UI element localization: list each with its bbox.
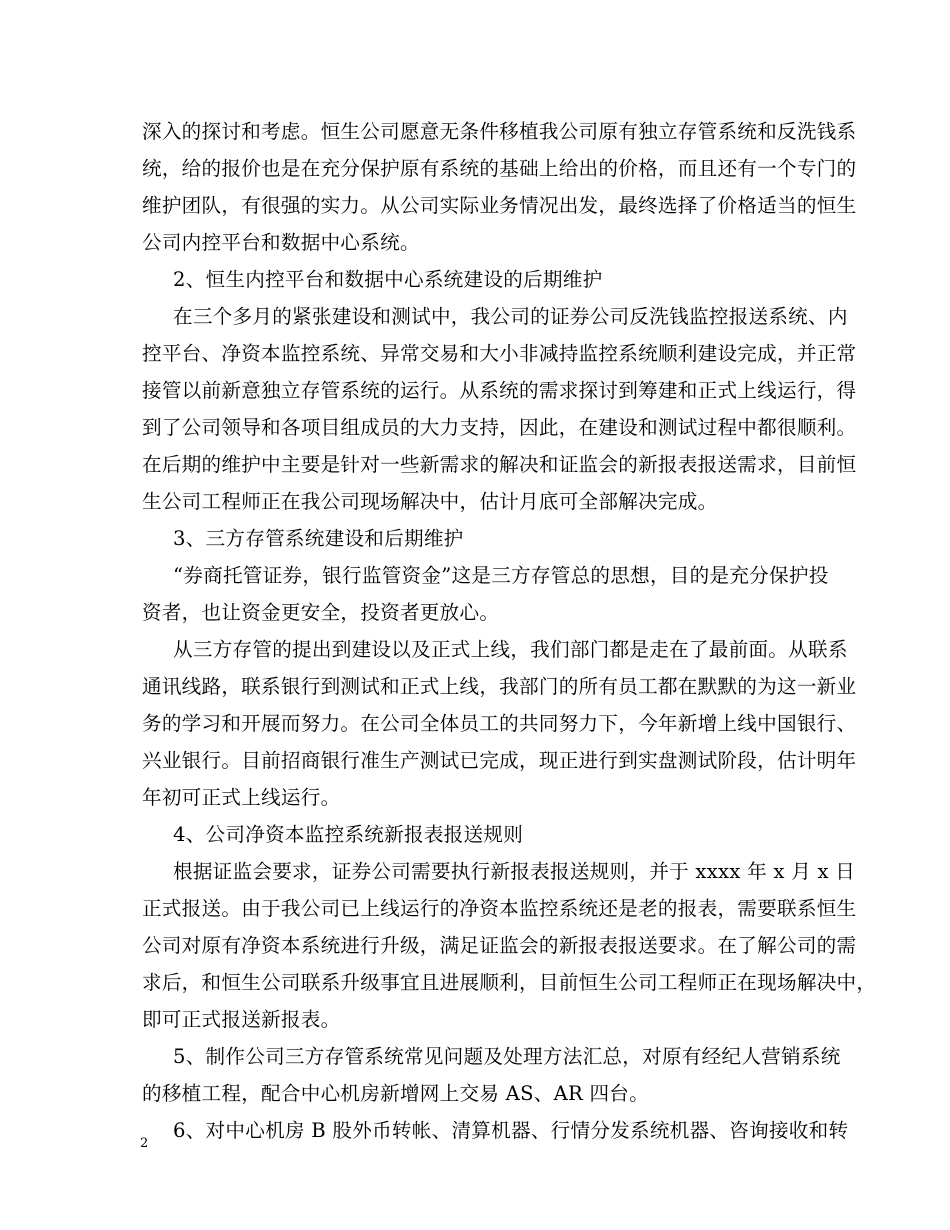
text-line: 根据证监会要求，证券公司需要执行新报表报送规则，并于 xxxx 年 x 月 x 日 — [173, 860, 856, 883]
text-line: 生公司工程师正在我公司现场解决中，估计月底可全部解决完成。 — [142, 490, 718, 513]
text-line: 在后期的维护中主要是针对一些新需求的解决和证监会的新报表报送需求，目前恒 — [142, 453, 857, 476]
section-heading: 5、制作公司三方存管系统常见问题及处理方法汇总，对原有经纪人营销系统 — [173, 1045, 841, 1068]
text-line: 兴业银行。目前招商银行准生产测试已完成，现正进行到实盘测试阶段，估计明年 — [142, 749, 857, 772]
text-line: 通讯线路，联系银行到测试和正式上线，我部门的所有员工都在默默的为这一新业 — [142, 675, 857, 698]
text-line: 控平台、净资本监控系统、异常交易和大小非减持监控系统顺利建设完成，并正常 — [142, 342, 857, 365]
section-heading: 6、对中心机房 B 股外币转帐、清算机器、行情分发系统机器、咨询接收和转 — [173, 1119, 849, 1142]
text-line: 公司对原有净资本系统进行升级，满足证监会的新报表报送要求。在了解公司的需 — [142, 934, 857, 957]
section-heading: 4、公司净资本监控系统新报表报送规则 — [173, 823, 524, 846]
section-heading: 3、三方存管系统建设和后期维护 — [173, 527, 464, 550]
page-number: 2 — [140, 1136, 149, 1151]
text-line: 务的学习和开展而努力。在公司全体员工的共同努力下，今年新增上线中国银行、 — [142, 712, 857, 735]
section-heading: 2、恒生内控平台和数据中心系统建设的后期维护 — [173, 268, 603, 291]
text-line: 的移植工程，配合中心机房新增网上交易 AS、AR 四台。 — [142, 1082, 649, 1105]
text-line: 正式报送。由于我公司已上线运行的净资本监控系统还是老的报表，需要联系恒生 — [142, 897, 857, 920]
text-line: 深入的探讨和考虑。恒生公司愿意无条件移植我公司原有独立存管系统和反洗钱系 — [142, 120, 857, 143]
text-line: 在三个多月的紧张建设和测试中，我公司的证券公司反洗钱监控报送系统、内 — [173, 305, 848, 328]
text-line: 求后，和恒生公司联系升级事宜且进展顺利，目前恒生公司工程师正在现场解决中， — [142, 971, 877, 994]
text-line: 到了公司领导和各项目组成员的大力支持，因此，在建设和测试过程中都很顺利。 — [142, 416, 857, 439]
document-body — [142, 113, 877, 1149]
text-line: “券商托管证券，银行监管资金”这是三方存管总的思想，目的是充分保护投 — [173, 564, 829, 587]
text-line: 即可正式报送新报表。 — [142, 1008, 341, 1031]
text-line: 接管以前新意独立存管系统的运行。从系统的需求探讨到筹建和正式上线运行，得 — [142, 379, 857, 402]
text-line: 资者，也让资金更安全，投资者更放心。 — [142, 601, 500, 624]
text-line: 公司内控平台和数据中心系统。 — [142, 231, 420, 254]
text-line: 维护团队，有很强的实力。从公司实际业务情况出发，最终选择了价格适当的恒生 — [142, 194, 857, 217]
text-line: 从三方存管的提出到建设以及正式上线，我们部门都是走在了最前面。从联系 — [173, 638, 848, 661]
text-line: 统，给的报价也是在充分保护原有系统的基础上给出的价格，而且还有一个专门的 — [142, 157, 857, 180]
text-line: 年初可正式上线运行。 — [142, 786, 341, 809]
